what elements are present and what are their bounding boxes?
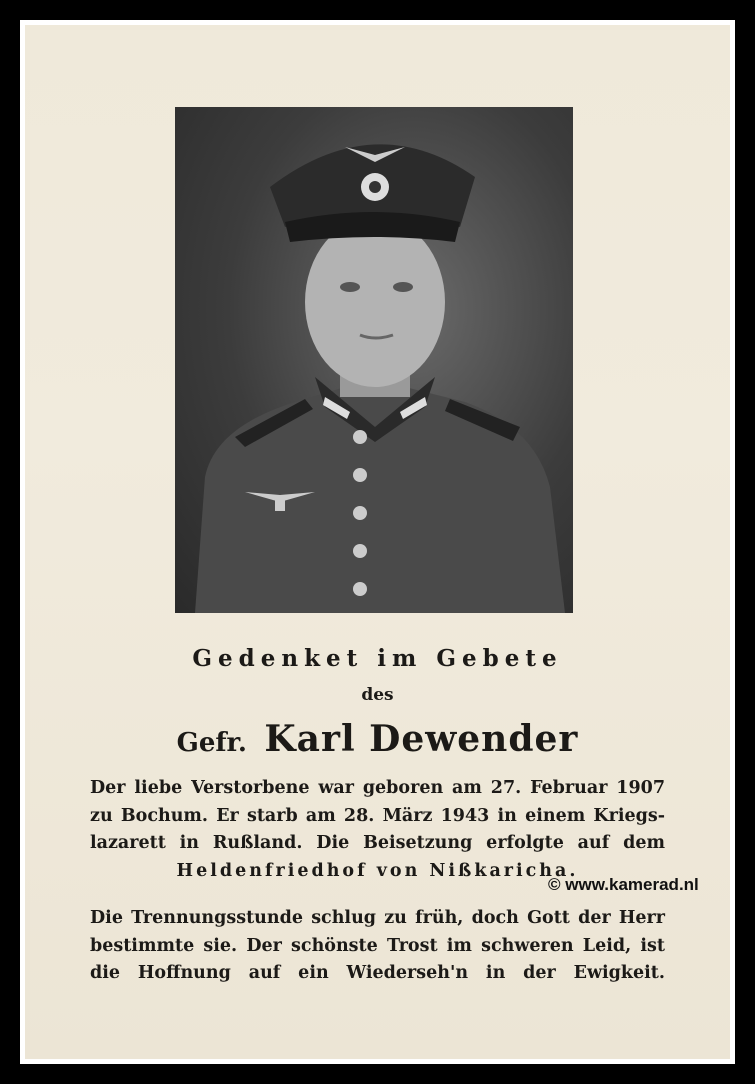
deceased-name: Karl Dewender <box>264 718 579 760</box>
text-line: Heldenfriedhof von Nißkaricha. <box>176 860 579 881</box>
biography-paragraph <box>90 775 665 885</box>
text-line: lazarett in Rußland. Die Beisetzung erfolgte auf dem <box>90 833 665 853</box>
text-line: die Hoffnung auf ein Wiederseh'n in der Ewigkeit. <box>90 963 665 983</box>
text-line: Die Trennungsstunde schlug zu früh, doch Gott der Herr <box>90 908 665 928</box>
soldier-portrait-photo <box>175 107 573 613</box>
heading: Gedenket im Gebete <box>192 645 563 672</box>
text-line: Der liebe Verstorbene war geboren am 27. Februar 1907 <box>90 778 665 798</box>
connector-text: des <box>361 685 394 705</box>
memorial-card <box>25 25 730 1059</box>
text-line: bestimmte sie. Der schönste Trost im schweren Leid, ist <box>90 935 665 956</box>
consolation-paragraph <box>90 905 665 988</box>
copyright-watermark: © www.kamerad.nl <box>548 875 699 894</box>
text-line: zu Bochum. Er starb am 28. März 1943 in einem Kriegs- <box>90 805 665 826</box>
rank-label: Gefr. <box>176 728 247 758</box>
name-line <box>25 717 730 765</box>
